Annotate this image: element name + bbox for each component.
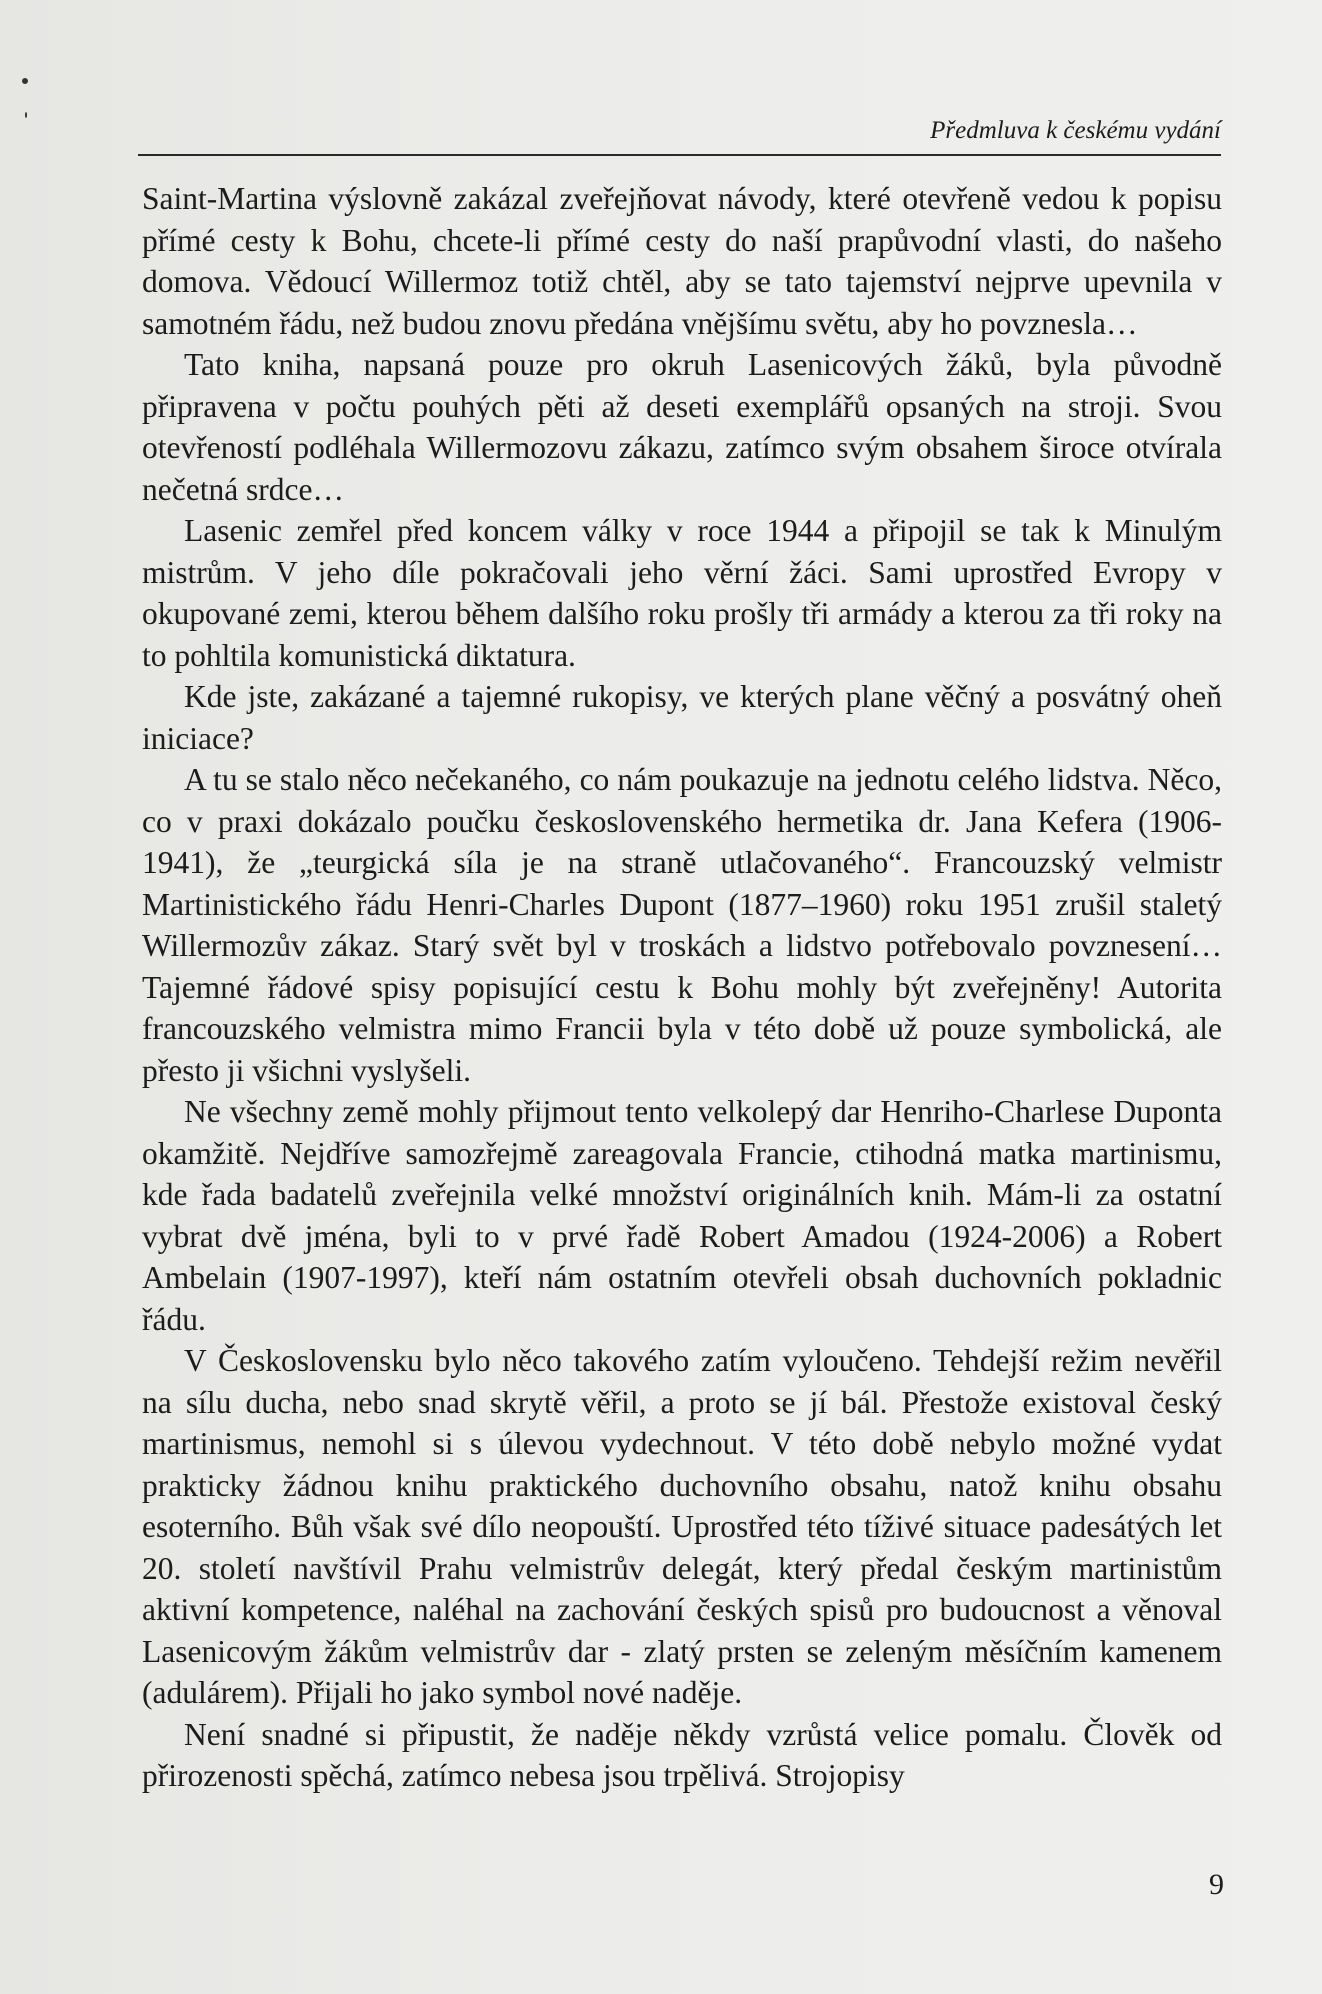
- header-rule: [138, 154, 1221, 156]
- paragraph: Lasenic zemřel před koncem války v roce 1944 a připojil se tak k Minulým mistrům. V jeho díle pokračovali jeho věrní žáci. Sami uprostřed Evropy v okupované zemi, kterou během dalšího roku prošly tři armády a kterou za tři roky na to pohltila komunistická diktatura.: [142, 513, 1222, 673]
- print-speck: [25, 112, 27, 118]
- paragraph: A tu se stalo něco nečekaného, co nám poukazuje na jednotu celého lidstva. Něco, co v praxi dokázalo poučku československého hermetika dr. Jana Kefera (1906-1941), že „teurgická síla je na straně utlačovaného“. Francouzský velmistr Martinistického řádu Henri-Charles Dupont (1877–1960) roku 1951 zrušil staletý Willermozův zákaz. Starý svět byl v troskách a lidstvo potřebovalo povznesení… Tajemné řádové spisy popisující cestu k Bohu mohly být zveřejněny! Autorita francouzského velmistra mimo Francii byla v této době už pouze symbolická, ale přesto ji všichni vyslyšeli.: [142, 762, 1222, 1088]
- paragraph: Kde jste, zakázané a tajemné rukopisy, ve kterých plane věčný a posvátný oheň iniciace?: [142, 679, 1222, 756]
- page-number: 9: [1209, 1868, 1224, 1901]
- paragraph: V Československu bylo něco takového zatím vyloučeno. Tehdejší režim nevěřil na sílu ducha, nebo snad skrytě věřil, a proto se jí bál. Přestože existoval český martinismus, nemohl si s úlevou vydechnout. V této době nebylo možné vydat prakticky žádnou knihu praktického duchovního obsahu, natož knihu obsahu esoterního. Bůh však své dílo neopouští. Uprostřed této tíživé situace padesátých let 20. století navštívil Prahu velmistrův delegát, který předal českým martinistům aktivní kompetence, naléhal na zachování českých spisů pro budoucnost a věnoval Lasenicovým žákům velmistrův dar - zlatý prsten se zeleným měsíčním kamenem (adulárem). Přijali ho jako symbol nové naděje.: [142, 1343, 1222, 1710]
- paragraph: Ne všechny země mohly přijmout tento velkolepý dar Henriho-Charlese Duponta okamžitě. Nejdříve samozřejmě zareagovala Francie, ctihodná matka martinismu, kde řada badatelů zveřejnila velké množství originálních knih. Mám-li za ostatní vybrat dvě jména, byli to v prvé řadě Robert Amadou (1924-2006) a Robert Ambelain (1907-1997), kteří nám ostatním otevřeli obsah duchovních pokladnic řádu.: [142, 1094, 1222, 1337]
- paragraph: Není snadné si připustit, že naděje někdy vzrůstá velice pomalu. Člověk od přirozenosti spěchá, zatímco nebesa jsou trpělivá. Strojopisy: [142, 1716, 1222, 1793]
- print-speck: [22, 78, 28, 84]
- body-text: [142, 178, 1222, 1838]
- page-header: [138, 116, 1221, 156]
- running-head: Předmluva k českému vydání: [930, 117, 1221, 144]
- paragraph: Saint-Martina výslovně zakázal zveřejňovat návody, které otevřeně vedou k popisu přímé cesty k Bohu, chcete-li přímé cesty do naší prapůvodní vlasti, do našeho domova. Vědoucí Willermoz totiž chtěl, aby se tato tajemství nejprve upevnila v samotném řádu, než budou znovu předána vnějšímu světu, aby ho povznesla…: [142, 181, 1222, 341]
- paragraph: Tato kniha, napsaná pouze pro okruh Lasenicových žáků, byla původně připravena v počtu pouhých pěti až deseti exemplářů opsaných na stroji. Svou otevřeností podléhala Willermozovu zákazu, zatímco svým obsahem široce otvírala nečetná srdce…: [142, 347, 1222, 507]
